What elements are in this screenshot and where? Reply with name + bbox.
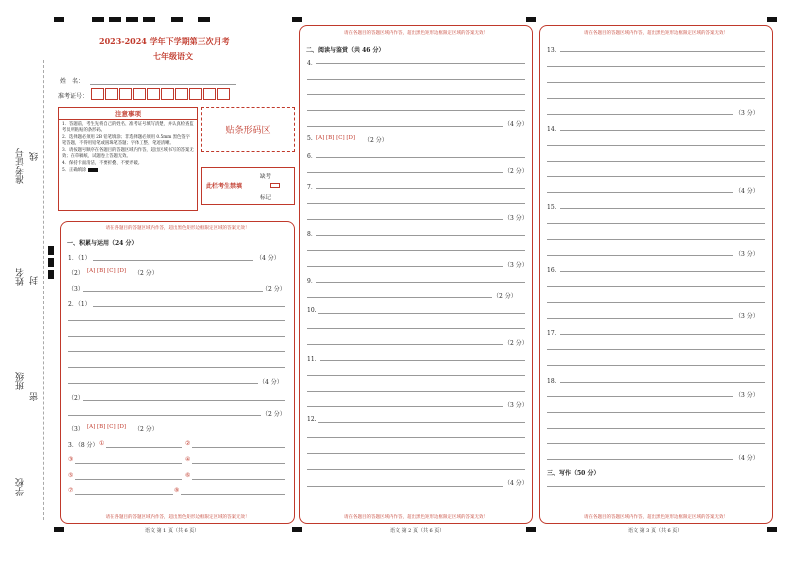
- answer-line[interactable]: [307, 250, 525, 251]
- answer-line[interactable]: [307, 328, 525, 329]
- q8-score: （3 分）: [504, 262, 528, 269]
- panel-1-bottom-warning: 请在各题目的答题区域内作答，超出黑色矩形边框限定区域的答案无效！: [105, 515, 250, 520]
- answer-line[interactable]: [547, 114, 733, 115]
- timing-mark: [526, 17, 536, 22]
- timing-mark: [292, 527, 302, 532]
- answer-line[interactable]: [547, 349, 765, 350]
- q1-1-score: （4 分）: [256, 255, 280, 262]
- q14-answer-line[interactable]: [560, 130, 765, 131]
- side-label-secret: 密: [30, 392, 40, 401]
- q9-score: （2 分）: [493, 293, 517, 300]
- answer-line[interactable]: [547, 192, 733, 193]
- timing-mark: [92, 17, 104, 22]
- answer-line[interactable]: [68, 336, 285, 337]
- timing-mark: [126, 17, 138, 22]
- footer-page-1: 语文 第 1 页（共 6 页）: [145, 528, 200, 534]
- answer-line[interactable]: [547, 302, 765, 303]
- q12-label: 12.: [307, 416, 317, 423]
- binding-margin: [4, 60, 44, 520]
- answer-line[interactable]: [547, 239, 765, 240]
- absent-tag-2: 标记: [260, 195, 272, 201]
- q14-label: 14．: [547, 126, 561, 133]
- q1-3-answer-line[interactable]: [83, 291, 263, 292]
- q17-answer-line[interactable]: [560, 334, 765, 335]
- q4-label: 4．: [307, 60, 317, 67]
- notice-item: 4．保持卡面清洁，不要折叠、不要弄破。: [62, 161, 143, 166]
- timing-mark: [767, 17, 777, 22]
- q7-label: 7．: [307, 184, 317, 191]
- q3-blank-7[interactable]: [75, 494, 173, 495]
- side-label-id: 准考证号: [16, 148, 26, 184]
- id-label: 准考证号：: [58, 93, 89, 100]
- answer-panel-3: [539, 25, 773, 524]
- circle-5: ⑤: [68, 472, 74, 479]
- q13-label: 13．: [547, 47, 561, 54]
- q13-score: （3 分）: [735, 110, 759, 117]
- panel-1-top-warning: 请在各题目的答题区域内作答，超出黑色矩形边框限定区域的答案无效！: [105, 226, 250, 231]
- q4-answer-line[interactable]: [316, 63, 525, 64]
- q18-answer-line[interactable]: [560, 382, 765, 383]
- barcode-area: [201, 107, 295, 152]
- circle-8: ⑧: [174, 487, 180, 494]
- timing-mark: [109, 17, 121, 22]
- q1-2-score: （2 分）: [134, 270, 158, 277]
- q7-score: （3 分）: [504, 215, 528, 222]
- q6-answer-line[interactable]: [316, 157, 525, 158]
- answer-line[interactable]: [307, 94, 525, 95]
- notice-title: 注意事项: [59, 108, 197, 120]
- q1-3-label: （3）: [68, 286, 84, 293]
- q17-score: （3 分）: [735, 392, 759, 399]
- q3-blank-1[interactable]: [106, 447, 182, 448]
- absent-box: [201, 167, 295, 205]
- q12-score: （4 分）: [504, 480, 528, 487]
- notice-item-fill: [59, 167, 197, 174]
- q8-label: 8．: [307, 231, 317, 238]
- side-timing-mark: [48, 258, 54, 267]
- answer-line[interactable]: [307, 375, 525, 376]
- absent-tag-1: 缺考: [260, 174, 272, 180]
- section-2-title: 二、阅读与鉴赏（共 46 分）: [306, 47, 385, 54]
- exam-title: 2023-2024 学年下学期第三次月考: [99, 36, 230, 46]
- panel-3-bottom-warning: 请在各题目的答题区域内作答，超出黑色矩形边框限定区域的答案无效！: [584, 515, 728, 520]
- side-timing-mark: [48, 270, 54, 279]
- answer-line[interactable]: [307, 126, 503, 127]
- q16-answer-line[interactable]: [560, 271, 765, 272]
- answer-line[interactable]: [307, 486, 503, 487]
- circle-1: ①: [99, 440, 105, 447]
- answer-line[interactable]: [547, 428, 765, 429]
- q1-1-label: 1．（1）: [68, 255, 91, 262]
- answer-line[interactable]: [307, 266, 503, 267]
- q17-label: 17．: [547, 330, 561, 337]
- id-digit-box[interactable]: [161, 88, 174, 100]
- q15-label: 15．: [547, 204, 561, 211]
- section-1-title: 一、积累与运用（24 分）: [67, 240, 138, 247]
- q10-answer-line[interactable]: [318, 313, 525, 314]
- section-3-title: 三、写作（50 分）: [547, 470, 600, 477]
- circle-3: ③: [68, 456, 74, 463]
- name-field[interactable]: [90, 84, 236, 85]
- q10-score: （2 分）: [504, 340, 528, 347]
- q12-answer-line[interactable]: [318, 422, 525, 423]
- exam-subtitle: 七年级语文: [153, 51, 193, 61]
- timing-mark: [143, 17, 155, 22]
- answer-line[interactable]: [307, 437, 525, 438]
- q1-1-answer-line[interactable]: [93, 260, 253, 261]
- answer-line[interactable]: [547, 318, 733, 319]
- q3-blank-4[interactable]: [192, 463, 285, 464]
- answer-panel-2: [299, 25, 533, 524]
- q16-score: （3 分）: [735, 313, 759, 320]
- q2-2-answer-line[interactable]: [83, 400, 285, 401]
- circle-6: ⑥: [185, 472, 191, 479]
- answer-line[interactable]: [547, 459, 733, 460]
- absent-label: 此栏考生禁填: [206, 183, 243, 190]
- side-label-name: 姓名: [16, 268, 26, 286]
- notice-box: [58, 107, 198, 211]
- answer-line[interactable]: [68, 367, 285, 368]
- q3-label: 3．（8 分）: [68, 442, 99, 449]
- answer-line[interactable]: [547, 396, 733, 397]
- id-digit-box[interactable]: [217, 88, 230, 100]
- answer-line[interactable]: [547, 66, 765, 67]
- q2-1-answer-line[interactable]: [93, 306, 285, 307]
- absent-checkbox[interactable]: [270, 183, 280, 188]
- timing-mark: [526, 527, 536, 532]
- q3-blank-8[interactable]: [181, 494, 285, 495]
- answer-line[interactable]: [68, 415, 261, 416]
- answer-line[interactable]: [547, 161, 765, 162]
- circle-2: ②: [185, 440, 191, 447]
- answer-line[interactable]: [307, 297, 492, 298]
- q3-blank-3[interactable]: [75, 463, 182, 464]
- answer-line[interactable]: [307, 79, 525, 80]
- notice-item: 1．答题前，考生先将自己的姓名、准考证号填写清楚，并认真检查监考员所粘贴的条形码。: [62, 122, 194, 133]
- q6-label: 6．: [307, 153, 317, 160]
- q11-label: 11．: [307, 356, 321, 363]
- barcode-label: 贴条形码区: [225, 126, 271, 136]
- q16-label: 16．: [547, 267, 561, 274]
- q2-3-label: （3）: [68, 426, 84, 433]
- answer-line[interactable]: [547, 223, 765, 224]
- side-label-class: 班级: [16, 372, 26, 390]
- answer-line[interactable]: [307, 203, 525, 204]
- id-digit-box[interactable]: [189, 88, 202, 100]
- timing-mark: [292, 17, 302, 22]
- side-label-seal: 封: [30, 276, 40, 285]
- answer-line[interactable]: [547, 412, 765, 413]
- answer-line[interactable]: [547, 255, 733, 256]
- q14-score: （4 分）: [735, 188, 759, 195]
- q7-answer-line[interactable]: [316, 188, 525, 189]
- q15-score: （3 分）: [735, 251, 759, 258]
- answer-line[interactable]: [547, 286, 765, 287]
- q1-2-label: （2）: [68, 270, 84, 277]
- q3-blank-5[interactable]: [75, 479, 182, 480]
- answer-line[interactable]: [68, 383, 258, 384]
- answer-line[interactable]: [307, 391, 525, 392]
- circle-7: ⑦: [68, 487, 74, 494]
- q11-answer-line[interactable]: [320, 360, 525, 361]
- q15-answer-line[interactable]: [560, 208, 765, 209]
- q1-2-options[interactable]: [A] [B] [C] [D]: [87, 268, 127, 274]
- q9-answer-line[interactable]: [316, 282, 525, 283]
- q2-1-label: 2．（1）: [68, 301, 91, 308]
- id-digit-box[interactable]: [203, 88, 216, 100]
- answer-line[interactable]: [307, 219, 503, 220]
- q11-score: （3 分）: [504, 402, 528, 409]
- footer-page-2: 语文 第 2 页（共 6 页）: [390, 528, 445, 534]
- q10-label: 10.: [307, 307, 317, 314]
- q18-score: （4 分）: [735, 455, 759, 462]
- id-digit-box[interactable]: [147, 88, 160, 100]
- id-digit-box[interactable]: [105, 88, 118, 100]
- fill-sample: [88, 168, 98, 172]
- q18-label: 18．: [547, 378, 561, 385]
- answer-line[interactable]: [307, 172, 503, 173]
- q1-3-score: （2 分）: [262, 286, 286, 293]
- timing-mark: [767, 527, 777, 532]
- panel-2-top-warning: 请在各题目的答题区域内作答，超出黑色矩形边框限定区域的答案无效！: [344, 31, 488, 36]
- name-label: 姓 名：: [60, 78, 85, 85]
- q2-1-score: （4 分）: [259, 379, 283, 386]
- answer-line[interactable]: [547, 82, 765, 83]
- q4-score: （4 分）: [504, 121, 528, 128]
- answer-line[interactable]: [307, 469, 525, 470]
- q3-blank-6[interactable]: [192, 479, 285, 480]
- answer-line[interactable]: [68, 351, 285, 352]
- circle-4: ④: [185, 456, 191, 463]
- answer-line[interactable]: [547, 98, 765, 99]
- answer-line[interactable]: [547, 145, 765, 146]
- id-digit-box[interactable]: [119, 88, 132, 100]
- answer-line[interactable]: [68, 320, 285, 321]
- answer-line[interactable]: [547, 443, 765, 444]
- side-timing-mark: [48, 246, 54, 255]
- writing-answer-line[interactable]: [547, 486, 765, 487]
- q8-answer-line[interactable]: [316, 235, 525, 236]
- panel-2-bottom-warning: 请在各题目的答题区域内作答，超出黑色矩形边框限定区域的答案无效！: [344, 515, 488, 520]
- q5-score: （2 分）: [364, 137, 388, 144]
- notice-item: 5．正确填涂: [62, 168, 87, 173]
- timing-mark: [54, 527, 64, 532]
- q5-options[interactable]: [A] [B] [C] [D]: [316, 135, 356, 141]
- q2-3-score: （2 分）: [134, 426, 158, 433]
- side-label-school: 学校: [16, 478, 26, 496]
- timing-mark: [54, 17, 64, 22]
- panel-3-top-warning: 请在各题目的答题区域内作答，超出黑色矩形边框限定区域的答案无效！: [584, 31, 728, 36]
- id-boxes[interactable]: [91, 88, 237, 100]
- id-digit-box[interactable]: [91, 88, 104, 100]
- answer-line[interactable]: [307, 110, 525, 111]
- side-label-line: 线: [30, 152, 40, 161]
- timing-mark: [171, 17, 183, 22]
- id-digit-box[interactable]: [175, 88, 188, 100]
- notice-item: 3．请按题号顺序在各题目的答题区域内作答，超出区域书写的答案无效；在草稿纸、试题卷上答题无效。: [62, 148, 194, 159]
- notice-item: 2．选择题必须用 2B 铅笔填涂；非选择题必须用 0.5mm 黑色签字笔答题，不得用铅笔或圆珠笔答题；字体工整、笔迹清晰。: [62, 135, 190, 146]
- q2-2-label: （2）: [68, 395, 84, 402]
- q3-blank-2[interactable]: [192, 447, 285, 448]
- answer-line[interactable]: [307, 344, 503, 345]
- answer-line[interactable]: [307, 453, 525, 454]
- timing-mark: [198, 17, 210, 22]
- id-digit-box[interactable]: [133, 88, 146, 100]
- q2-2-score: （2 分）: [262, 411, 286, 418]
- footer-page-3: 语文 第 3 页（共 6 页）: [628, 528, 683, 534]
- answer-line[interactable]: [547, 365, 765, 366]
- q13-answer-line[interactable]: [560, 51, 765, 52]
- q9-label: 9．: [307, 278, 317, 285]
- q2-3-options[interactable]: [A] [B] [C] [D]: [87, 424, 127, 430]
- answer-line[interactable]: [547, 176, 765, 177]
- answer-line[interactable]: [307, 406, 503, 407]
- q5-label: 5.: [307, 135, 313, 142]
- q6-score: （2 分）: [504, 168, 528, 175]
